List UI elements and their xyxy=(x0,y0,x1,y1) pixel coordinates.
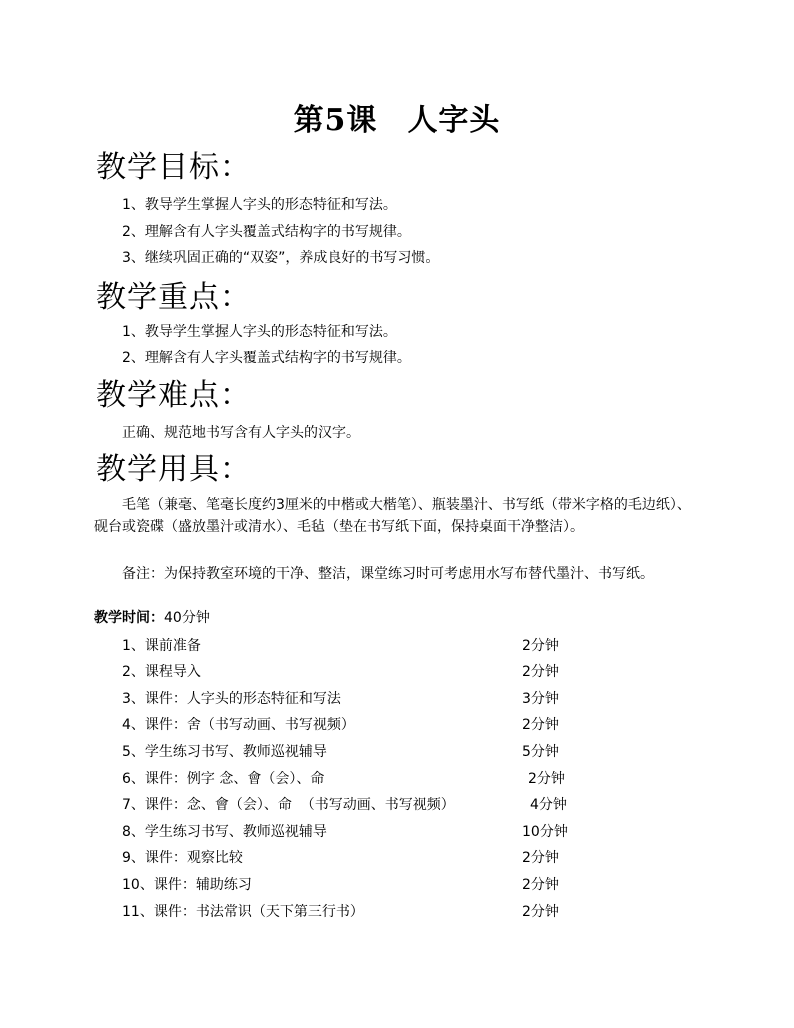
objective-item: 2、理解含有人字头覆盖式结构字的书写规律。 xyxy=(122,224,411,240)
schedule-item: 3、课件：人字头的形态特征和写法 xyxy=(122,691,341,707)
tools-paragraph: 毛笔（兼毫、笔毫长度约3厘米的中楷或大楷笔）、瓶装墨汁、书写纸（带米字格的毛边纸）、砚台或瓷碟（盛放墨汁或清水）、毛毡（垫在书写纸下面，保持桌面干净整洁）。 xyxy=(94,497,691,535)
schedule-item: 9、课件：观察比较 xyxy=(122,850,243,866)
schedule-duration: 2分钟 xyxy=(522,717,559,733)
schedule-duration: 5分钟 xyxy=(522,744,559,760)
schedule-duration: 2分钟 xyxy=(522,664,559,680)
teaching-time-value: 40分钟 xyxy=(164,610,210,626)
schedule-duration: 3分钟 xyxy=(522,691,559,707)
schedule-duration: 4分钟 xyxy=(530,797,567,813)
lesson-number: 第5课 xyxy=(293,103,378,138)
schedule-item: 2、课程导入 xyxy=(122,664,201,680)
lesson-topic: 人字头 xyxy=(407,103,501,138)
schedule-item: 1、课前准备 xyxy=(122,638,201,654)
key-point-item: 2、理解含有人字头覆盖式结构字的书写规律。 xyxy=(122,350,411,366)
difficulties-text: 正确、规范地书写含有人字头的汉字。 xyxy=(122,425,360,441)
objectives-heading: 教学目标： xyxy=(96,150,251,185)
objective-item: 1、教导学生掌握人字头的形态特征和写法。 xyxy=(122,197,397,213)
schedule-item: 10、课件：辅助练习 xyxy=(122,877,252,893)
schedule-duration: 2分钟 xyxy=(522,904,559,920)
schedule-duration: 10分钟 xyxy=(522,824,568,840)
schedule-duration: 2分钟 xyxy=(528,771,565,787)
tools-note: 备注：为保持教室环境的干净、整洁，课堂练习时可考虑用水写布替代墨汁、书写纸。 xyxy=(122,566,654,582)
schedule-duration: 2分钟 xyxy=(522,850,559,866)
teaching-time-label: 教学时间： xyxy=(94,610,164,626)
schedule-duration: 2分钟 xyxy=(522,638,559,654)
tools-heading: 教学用具： xyxy=(96,452,251,487)
schedule-item: 5、学生练习书写、教师巡视辅导 xyxy=(122,744,327,760)
schedule-item: 6、课件：例字 念、會（会）、命 xyxy=(122,771,325,787)
schedule-duration: 2分钟 xyxy=(522,877,559,893)
objective-item: 3、继续巩固正确的“双姿”，养成良好的书写习惯。 xyxy=(122,250,440,266)
difficulties-heading: 教学难点： xyxy=(96,378,251,413)
schedule-item: 7、课件：念、會（会）、命 （书写动画、书写视频） xyxy=(122,797,455,813)
teaching-time xyxy=(94,608,210,628)
key-points-heading: 教学重点： xyxy=(96,280,251,315)
key-point-item: 1、教导学生掌握人字头的形态特征和写法。 xyxy=(122,324,397,340)
schedule-item: 4、课件：舍（书写动画、书写视频） xyxy=(122,717,355,733)
schedule-item: 11、课件：书法常识（天下第三行书） xyxy=(122,904,364,920)
lesson-title xyxy=(0,101,794,141)
schedule-item: 8、学生练习书写、教师巡视辅导 xyxy=(122,824,327,840)
